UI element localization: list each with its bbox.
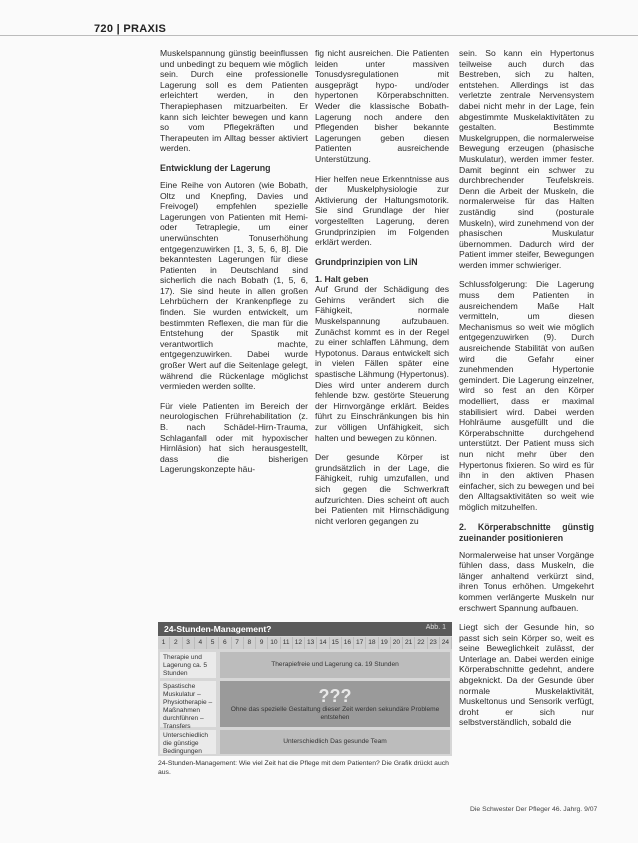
hour-label: 9 (256, 637, 268, 649)
figure-title-bar (158, 622, 452, 636)
subheading-halt-geben: 1. Halt geben (315, 273, 369, 284)
hour-label: 15 (330, 637, 342, 649)
paragraph: sein. So kann ein Hypertonus teilweise auch durch das Bestreben, sich zu halten, entstehen. Allerdings ist das verletzte zentrale Nervensystem dabei nicht mehr in der Lage, fein abgestimmte Muskelaktivitäten zu gestalten. Bestimmte Muskelgruppen, die normalerweise Bewegung erzeugen (phasische Muskulatur), werden immer fester. Damit beginnt ein schwer zu durchbrechender Teufelskreis. Denn die Arbeit der Muskeln, die normalerweise für das Halten zuständig sind (posturale Muskeln), wird zunehmend von der phasischen Muskulatur übernommen. Dadurch wird der Patient immer steifer, Bewegungen werden immer schwieriger. (459, 48, 594, 270)
hour-label: 6 (219, 637, 231, 649)
row-cell (220, 730, 450, 754)
figure-row-3 (158, 730, 452, 754)
hour-label: 3 (183, 637, 195, 649)
row-cell-text: Unterschiedlich Das gesunde Team (283, 738, 387, 745)
section-heading-grundprinzipien: Grundprinzipien von LiN (315, 256, 418, 267)
question-marks: ??? (318, 686, 352, 706)
figure-row-1 (158, 652, 452, 678)
text-column-2 (315, 48, 449, 535)
figure-row-2 (158, 681, 452, 730)
row-label: Therapie und Lagerung ca. 5 Stunden (160, 652, 216, 678)
paragraph: Eine Reihe von Autoren (wie Bobath, Oltz und Knepfing, Davies und Freivogel) empfehlen spezielle Lagerungen von Patienten mit Hemi- oder Tetraplegie, um einer unerwünschten Tonuserhöhung entgegenzuwirken [1, 3, 5, 6, 8]. Die bekanntesten Lagerungen für diese Patienten in Deutschland sind sicherlich die nach Bobath (1, 5, 6, 17). Sie sind heute in allen großen Lehrbüchern der Krankenpflege zu finden. Sie wurden entwickelt, um bestimmten Reflexen, die man für die Entstehung der Spastik mit verantwortlich machte, entgegenzuwirken. Dabei wurde großer Wert auf die Seitenlage gelegt, während die Rückenlage möglichst vermieden werden sollte. (160, 179, 308, 392)
hour-label: 23 (428, 637, 440, 649)
hour-label: 19 (379, 637, 391, 649)
paragraph: fig nicht ausreichen. Die Patienten leiden unter massiven Tonusdysregulationen mit ausgeprägt hypo- und/oder hypertonen Körperabschnitten. Weder die klassische Bobath-Lagerung noch andere den Pflegenden bisher bekannte Lagerungen geben diesen Patienten ausreichende Unterstützung. (315, 48, 449, 164)
hour-label: 16 (342, 637, 354, 649)
hour-scale (158, 637, 452, 649)
hour-label: 24 (440, 637, 452, 649)
header-rule (0, 35, 638, 36)
hour-label: 20 (391, 637, 403, 649)
hour-label: 12 (293, 637, 305, 649)
hour-label: 7 (232, 637, 244, 649)
paragraph: Schlussfolgerung: Die Lagerung muss dem Patienten in ausreichendem Maße Halt vermitteln, um diesen Mechanismus so weit wie möglich entgegenzuwirken (9). Durch ausreichende Stabilität von außen wird die Gefahr einer zunehmenden Hypertonie gemindert. Die Lagerung einzelner, wird so fest an den Körper modelliert, dass er maximal stabilisiert wird. Dabei werden Hohlräume ausgefüllt und die Körperabschnitte durchgehend unterstützt. Der Patient muss sich nun nicht mehr über den Hypertonus fixieren. So wird es für ihn in den aktiven Phasen einfacher, sich zu bewegen und bei den Alltagsaktivitäten so weit wie möglich mitzuhelfen. (459, 279, 594, 512)
hour-label: 2 (170, 637, 182, 649)
hour-label: 14 (317, 637, 329, 649)
figure-number: Abb. 1 (425, 624, 446, 631)
section-heading-koerperabschnitte: 2. Körperabschnitte günstig zueinander positionieren (459, 521, 594, 543)
paragraph: Für viele Patienten im Bereich der neurologischen Frührehabilitation (z. B. nach Schädel-Hirn-Trauma, Schlaganfall oder mit hypoxischer Hirnläsion) hat sich herausgestellt, dass die bisherigen Lagerungskonzepte häu- (160, 400, 308, 475)
paragraph: Hier helfen neue Erkenntnisse aus der Muskelphysiologie zur Aktivierung der Haltungsmotorik. Sie sind Grundlage der hier vorgestellten Lagerung, deren Grundprinzipien im Folgenden erklärt werden. (315, 173, 449, 248)
figure-24h-management (158, 622, 452, 756)
hour-label: 5 (207, 637, 219, 649)
paragraph: Normalerweise hat unser Vorgänge fühlen dass, dass Muskeln, die länger anhaltend verkürzt sind, ihren Tonus erhöhen. Umgekehrt kommen verlängerte Muskeln nur erschwert Spannung aufbauen. (459, 549, 594, 613)
hour-label: 17 (354, 637, 366, 649)
figure-title: 24-Stunden-Management? (164, 624, 272, 634)
row-cell (220, 652, 450, 678)
hour-label: 10 (268, 637, 280, 649)
hour-label: 4 (195, 637, 207, 649)
page-footer: Die Schwester Der Pfleger 46. Jahrg. 9/07 (470, 806, 598, 813)
page-title: 720 | PRAXIS (94, 23, 167, 35)
row-cell-text: Ohne das spezielle Gestaltung dieser Zeit werden sekundäre Probleme entstehen (230, 706, 440, 721)
hour-label: 11 (281, 637, 293, 649)
row-label: Unterschiedlich die günstige Bedingungen (160, 730, 216, 754)
page-header (0, 0, 638, 40)
hour-label: 21 (403, 637, 415, 649)
figure-caption: 24-Stunden-Management: Wie viel Zeit hat die Pflege mit dem Patienten? Die Grafik drückt auch aus. (158, 760, 449, 776)
hour-label: 22 (415, 637, 427, 649)
paragraph: Liegt sich der Gesunde hin, so passt sich sein Körper so, weit es seine Beweglichkeit zulässt, der Unterlage an. Dabei werden einige Körperabschnitte gedehnt, andere abgeknickt. Da der Gesunde über normale Muskelaktivität, Muskeltonus und Sensorik verfügt, droht er sich nur selbstverständlich, sobald die (459, 622, 594, 728)
hour-label: 1 (158, 637, 170, 649)
paragraph: Auf Grund der Schädigung des Gehirns verändert sich die Fähigkeit, normale Muskelspannung aufzubauen. Zunächst kommt es in der Regel zu einer schlaffen Lähmung, dem Hypotonus. Daraus entwickelt sich in vielen Fällen später eine spastische Lähmung (Hypertonus). Dies wird unter anderem durch fehlende bzw. gestörte Steuerung der Hirnvorgänge erklärt. Beides führt zu Einschränkungen bis hin zur völligen Unfähigkeit, sich halten und bewegen zu können. (315, 284, 449, 443)
row-cell-text: Therapiefreie und Lagerung ca. 19 Stunden (271, 661, 399, 668)
row-label: Spastische Muskulatur – Physiotherapie – Maßnahmen durchführen – Transfers (160, 681, 216, 727)
text-column-1 (160, 48, 308, 484)
hour-label: 13 (305, 637, 317, 649)
paragraph: Der gesunde Körper ist grundsätzlich in der Lage, die Fähigkeit, ruhig umzufallen, und sich gegen die Schwerkraft aufzurichten. Dies scheint oft auch bei Patienten mit Hirnschädigung nicht verloren gegangen zu (315, 452, 449, 526)
section-heading-entwicklung: Entwicklung der Lagerung (160, 162, 271, 173)
paragraph: Muskelspannung günstig beeinflussen und unbedingt zu bequem wie möglich sein. Durch eine professionelle Lagerung soll es dem Patienten erleichtert werden, in den Therapiephasen mitzuarbeiten. Er kann sich leichter bewegen und kann so vom Pflegekräften und Therapeuten im Alltag besser aktiviert werden. (160, 48, 308, 154)
hour-label: 18 (366, 637, 378, 649)
text-column-3 (459, 48, 594, 737)
hour-label: 8 (244, 637, 256, 649)
row-cell (220, 681, 450, 727)
